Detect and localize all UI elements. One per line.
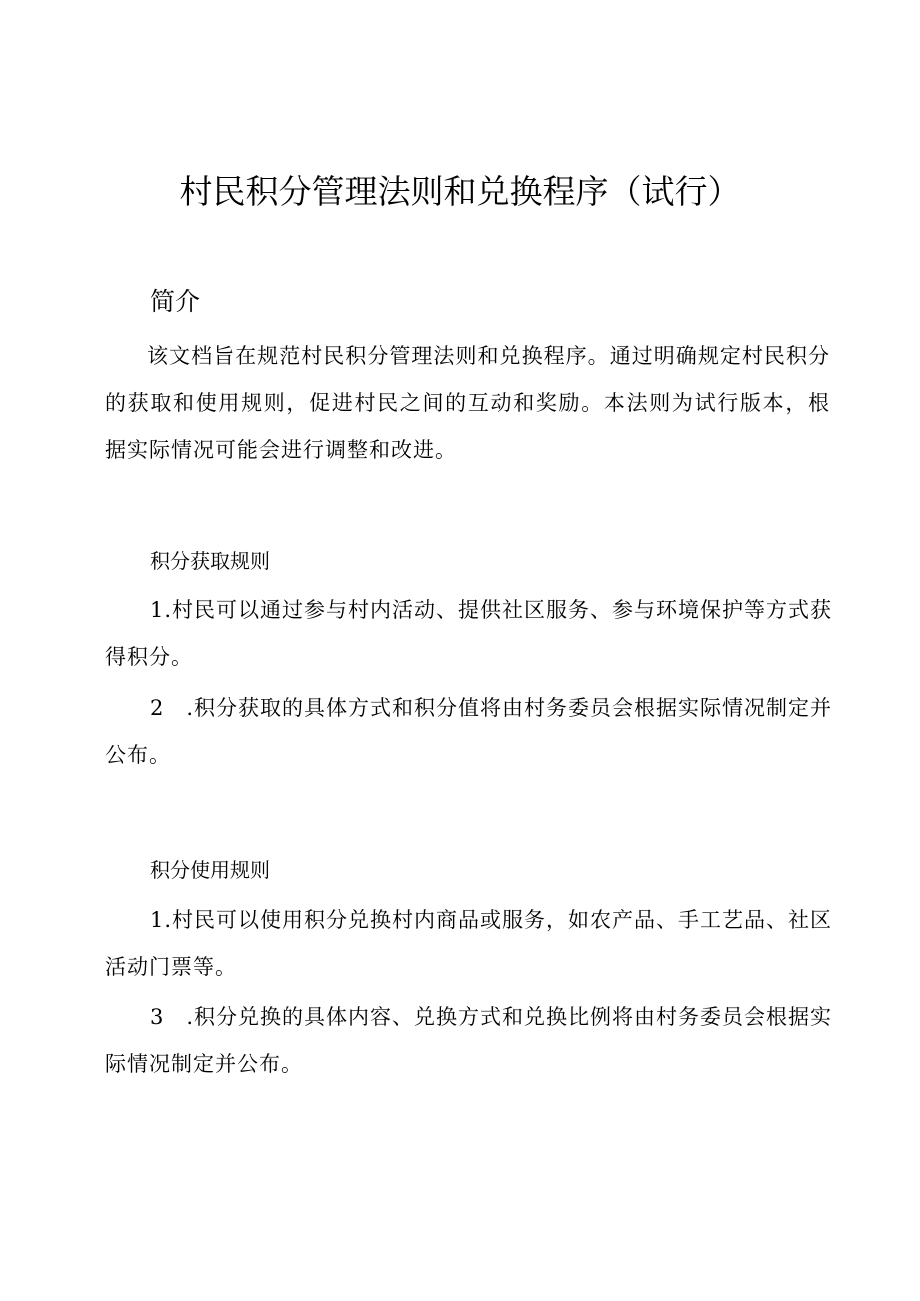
earning-rule-number-2: 2 . [150, 696, 195, 720]
earning-rule-text-1: 村民可以通过参与村内活动、提供社区服务、参与环境保护等方式获得积分。 [105, 598, 833, 669]
usage-rules-heading: 积分使用规则 [150, 858, 270, 882]
earning-rules-heading: 积分获取规则 [150, 549, 270, 573]
document-title: 村民积分管理法则和兑换程序（试行） [179, 172, 741, 211]
usage-rule-number-2: 3 . [150, 1005, 195, 1029]
earning-rule-text-2: 积分获取的具体方式和积分值将由村务委员会根据实际情况制定并公布。 [105, 696, 833, 767]
usage-rule-text-2: 积分兑换的具体内容、兑换方式和兑换比例将由村务委员会根据实际情况制定并公布。 [105, 1005, 833, 1076]
intro-heading: 简介 [150, 287, 201, 316]
intro-paragraph: 该文档旨在规范村民积分管理法则和兑换程序。通过明确规定村民积分的获取和使用规则，促进村民之间的互动和奖励。本法则为试行版本，根据实际情况可能会进行调整和改进。 [105, 344, 830, 462]
earning-rule-item-2 [105, 685, 835, 779]
earning-rule-number-1: 1. [150, 598, 173, 622]
usage-rule-item-1 [105, 897, 835, 991]
usage-rule-item-2 [105, 994, 835, 1088]
earning-rule-item-1 [105, 587, 835, 681]
usage-rule-number-1: 1. [150, 908, 173, 932]
usage-rule-text-1: 村民可以使用积分兑换村内商品或服务，如农产品、手工艺品、社区活动门票等。 [105, 908, 833, 979]
